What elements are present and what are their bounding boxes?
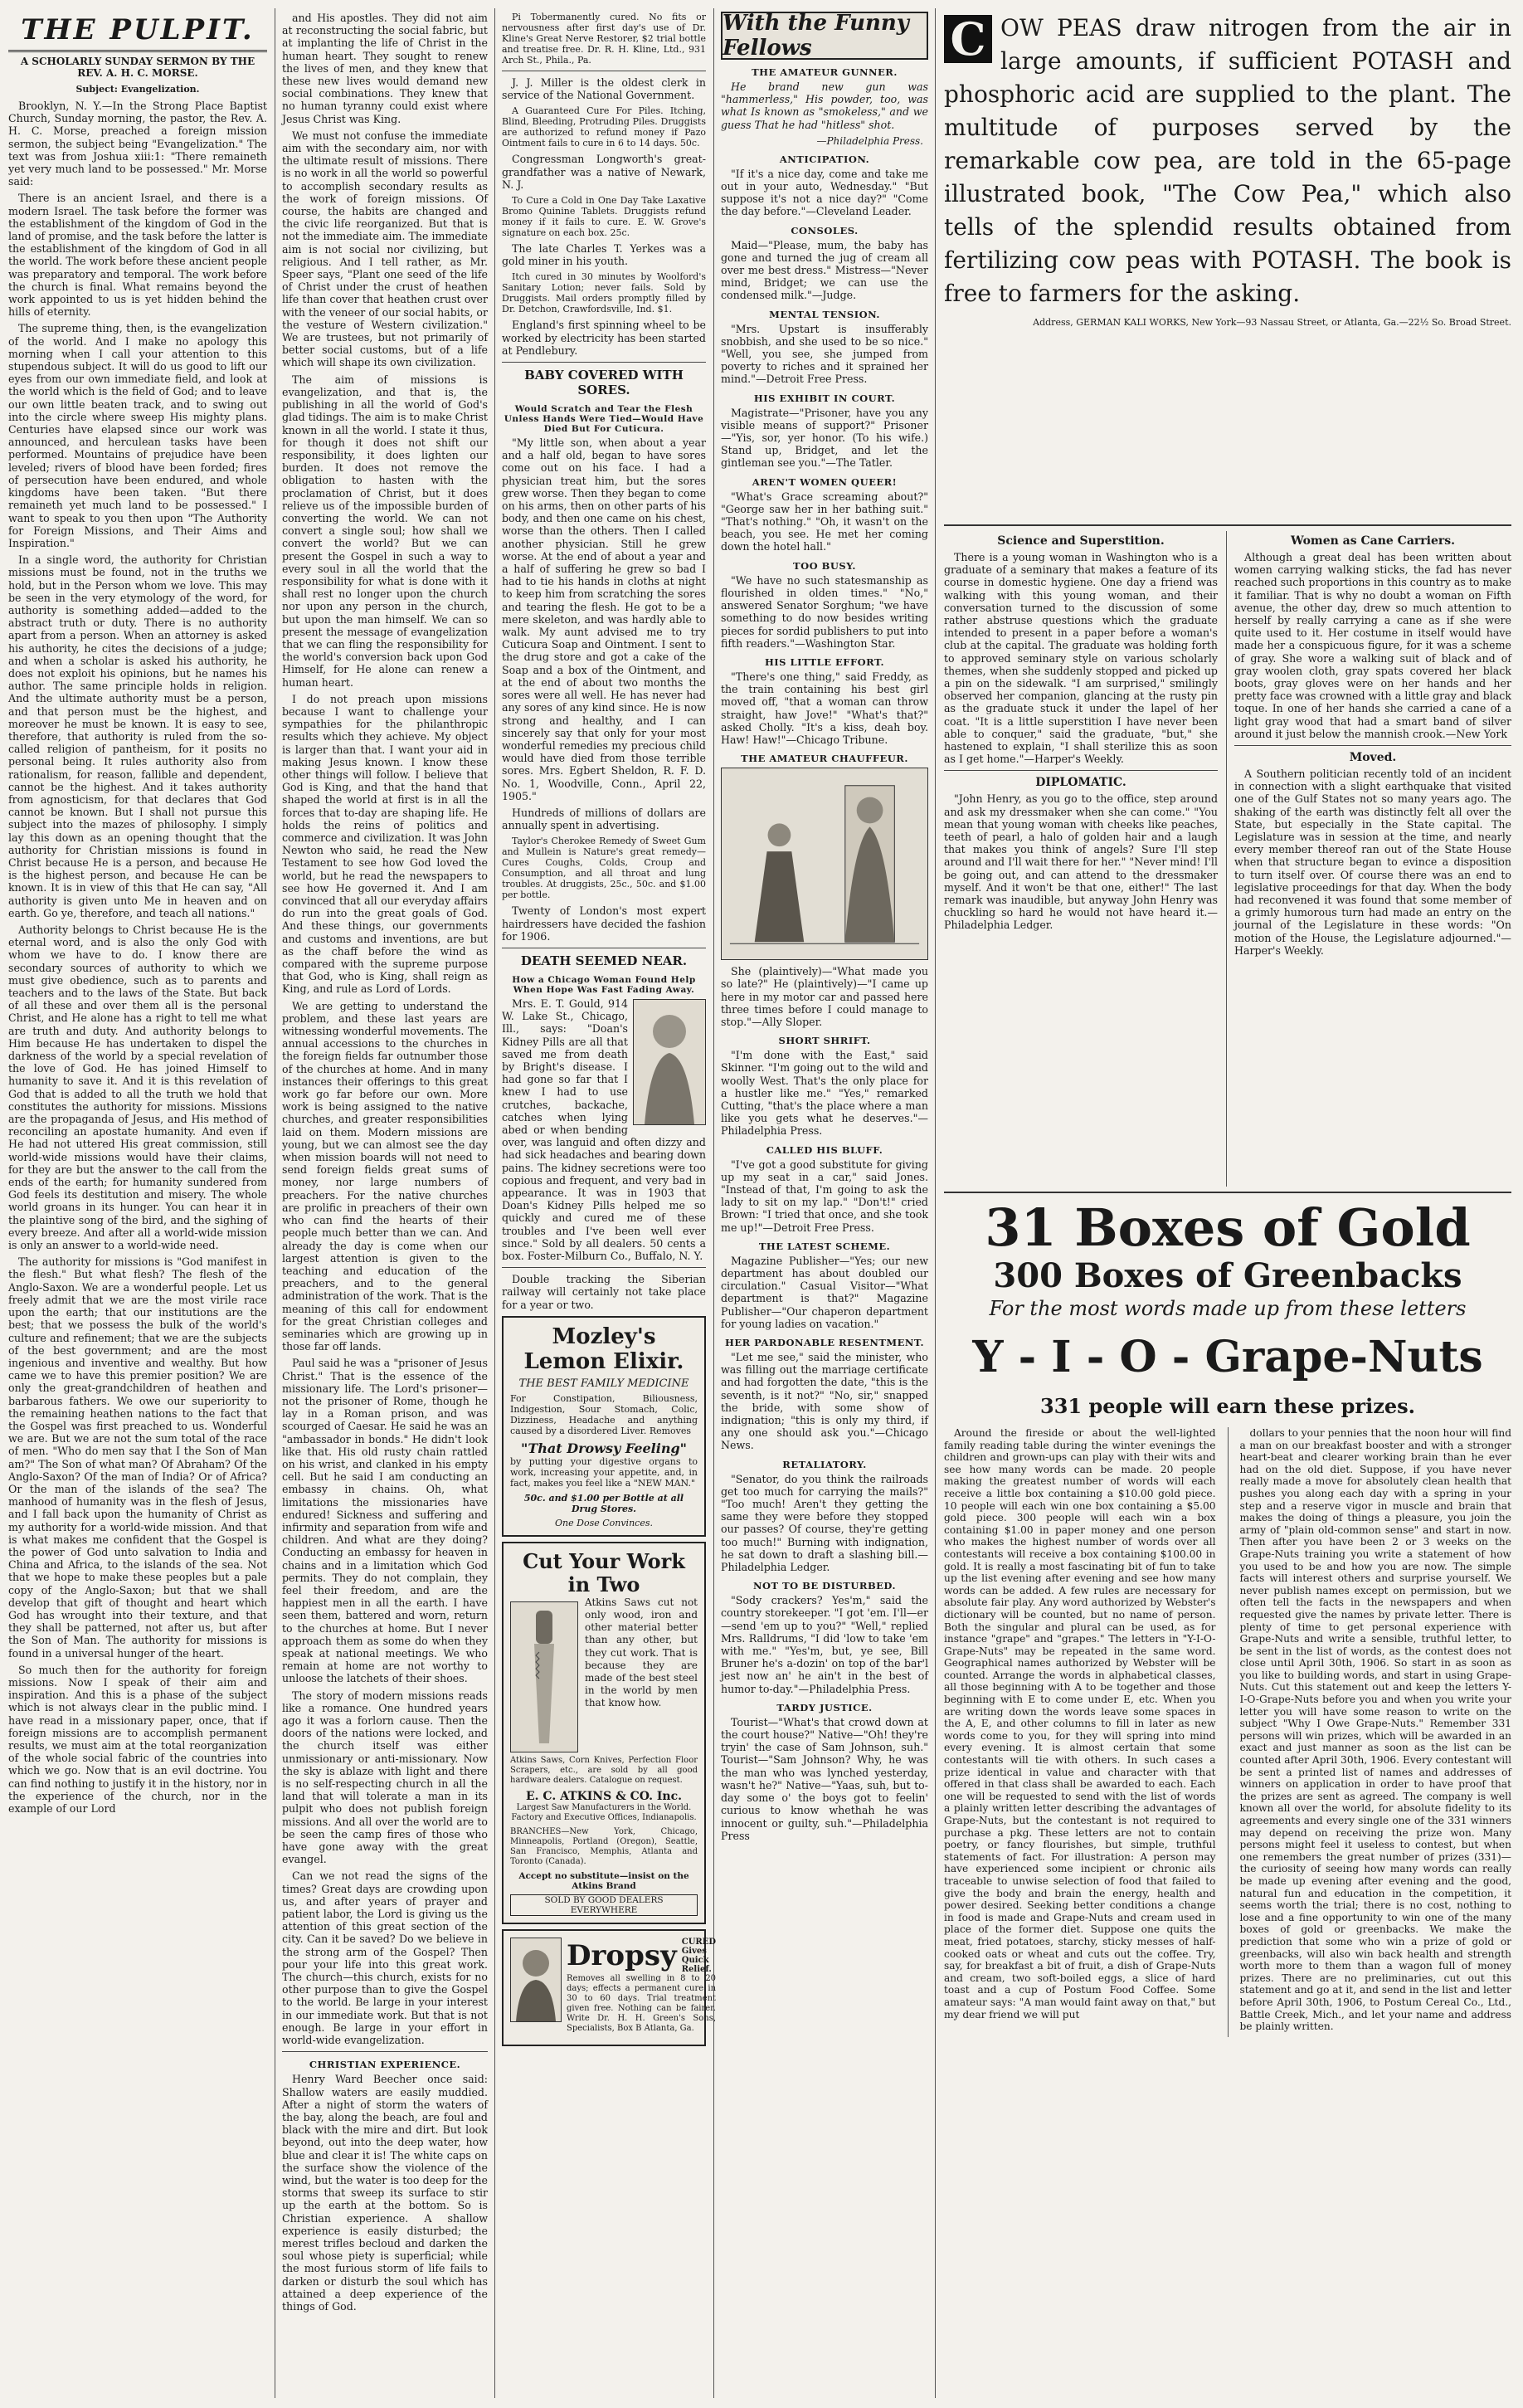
joke-heading: TARDY JUSTICE. (776, 1701, 873, 1713)
sermon-paragraph: and His apostles. They did not aim at reconstructing the social fabric, but at implanting the life of Christ in the human heart. They sought to renew the lives of men, and they knew that these new lives would demand new social combinations. They knew that no human tyranny could exist where Jesus Christ was King. (282, 12, 488, 125)
mozley-body: For Constipation, Biliousness, Indigestion, Sour Stomach, Colic, Dizziness, Headache and anything caused by a disordered Liver. Removes (510, 1392, 698, 1436)
joke-body: Tourist—"What's that crowd down at the court house?" Native—"Oh! they're tryin' the case of Sam Johnson, suh." Tourist—"Sam Johnson? Why, he was the man who was lynched yesterday, wasn't he?" Native—"Yaas, suh, but to-day some o' the boys got to feelin' curious to know whethah he was innocent or guilty, suh."—Philadelphia Press (721, 1715, 928, 1842)
cowpea-body: OW PEAS draw nitrogen from the air in large amounts, if sufficient POTASH and phosphoric acid are supplied to the plant. The multitude of purposes served by the remarkable cow pea, are told in the 65-page illustrated book, "The Cow Pea," which also tells of the splendid results obtained from fertilizing cow peas with POTASH. The book is free to farmers for the asking. (944, 14, 1511, 307)
sermon-subject: Subject: Evangelization. (75, 84, 200, 95)
sermon-paragraph: The story of modern missions reads like a romance. One hundred years ago it was a forlorn cause. Then the doors of the nations were locked, and the church itself was either unmissionary or anti-missionary. Now the sky is ablaze with light and there is no self-respecting church in all the land that will tolerate a man in its pulpit who does not publish foreign missions. And all over the world are to be seen the camp fires of those who have gone away with the great evangel. (282, 1689, 488, 1866)
news-item: Hundreds of millions of dollars are annually spent in advertising. (502, 806, 706, 832)
beecher-paragraph: Henry Ward Beecher once said: Shallow waters are easily muddied. After a night of storm the waters of the bay, along the beach, are foul and black with the mire and dirt. But look beyond, out into the deep water, how blue and clear it is! The white caps on the surface show the violence of the wind, but the water is too deep for the storms that sweep its surface to stir up the earth at the bottom. So is Christian experience. A shallow experience is easily disturbed; the merest trifles becloud and darken the soul whose piety is superficial; while the most furious storm of life fails to darken or disturb the soul which has attained a deep experience of the things of God. (282, 2073, 488, 2313)
cane-body: Although a great deal has been written about women carrying walking sticks, the fad has never reached such proportions in this country as to make it familiar. That is why no doubt a woman on Fifth avenue, the other day, drew so much attention to herself by really carrying a cane as if she were quite used to it. Her costume in itself would have made her a conspicuous figure, for it was a scheme of gray. She wore a walking suit of black and of gray woolen cloth, gray spats covered her black boots, gray gloves were on her hands and her pretty face was crowned with a little gray and black toque. In one of her hands she carried a cane of a light gray wood that had a smart band of silver around it just below the mannish crook.—New York (1234, 551, 1511, 740)
divider (8, 50, 267, 52)
divider (502, 362, 706, 363)
diplomatic-heading: DIPLOMATIC. (1035, 776, 1126, 790)
joke-heading: SHORT SHRIFT. (778, 1035, 871, 1047)
piles-ad: A Guaranteed Cure For Piles. Itching, Blind, Bleeding, Protruding Piles. Druggists are authorized to refund money if Pazo Ointment fails to cure in 6 to 14 days. 50c. (502, 105, 706, 149)
cowpea-ad (944, 12, 1511, 526)
joke-body: "We have no such statesmanship as flourished in olden times." "No," answered Senator Sorghum; "we have something to do now besides writing pieces for sordid publishers to put into fifth readers."—Washington Star. (721, 573, 928, 650)
sermon-paragraph: The supreme thing, then, is the evangelization of the world. And I make no apology this morning when I call your attention to this stupendous subject. It will do us good to lift our eyes from our own immediate field, and look at the world which is the field of God; and to leave our own little beaten track, and to swing out into the circle where sweep His mighty plans. Centuries have elapsed since our work was announced, and herculean tasks have been performed. Mountains of prejudice have been leveled; rivers of blood have been forded; fires of persecution have been endured, and whole kingdoms have been taken. "But there remaineth yet much land to be possessed." I want to speak to you then upon "The Authority for Foreign Missions, and Their Aims and Inspiration." (8, 322, 267, 549)
joke-heading: TOO BUSY. (793, 559, 856, 572)
chauffeur-cartoon (721, 768, 928, 960)
divider (944, 1192, 1511, 1193)
joke-heading: THE AMATEUR GUNNER. (752, 66, 898, 78)
news-item: The late Charles T. Yerkes was a gold miner in his youth. (502, 242, 706, 268)
saw-icon (511, 1602, 577, 1752)
joke-body: "I've got a good substitute for giving up my seat in a car," said Jones. "Instead of that, I'm going to ask the lady to sit on my lap." "Don't!" cried Brown: "I tried that once, and she took me up!"—Detroit Free Press. (721, 1158, 928, 1234)
grape-nuts-left: Around the fireside or about the well-lighted family reading table during the winter evenings the children and grown-ups can play with their wits and see how many words can be made. 20 people making the greatest number of words will each receive a little box containing a $10.00 gold piece. 10 people will each win one box containing a $5.00 gold piece. 300 people will each win a box containing $1.00 in paper money and one person who makes the highest number of words over all contestants will receive a box containing $100.00 in gold. It is really a most fascinating bit of fun to take up the list evening after evening and see how many words can be added. A few rules are necessary for absolute fair play. Any word authorized by Webster's dictionary will be counted, but no name of person. Both the singular and plural can be used, as for instance "grape" and "grapes." The letters in "Y-I-O-Grape-Nuts" may be repeated in the same word. Geographical names authorized by Webster will be counted. Arrange the words in alphabetical classes, all those beginning with A to be together and those beginning with E to come under E, etc. When you are writing down the words leave some spaces in the A, E, and other columns to fill in later as new words come to you, for they will spring into mind every evening. It is almost certain that some contestants will tie with others. In such cases a prize identical in value and character with that offered in that class shall be awarded to each. Each one will be requested to send with the list of words a plainly written letter describing the advantages of Grape-Nuts, but the contestant is not required to purchase a pkg. These letters are not to contain poetry, or fancy flourishes, but simple, truthful statements of fact. For illustration: A person may have experienced some incipient or chronic ails traceable to unwise selection of food that failed to give the body and brain the energy, health and power desired. Seeking better conditions a change in food is made and Grape-Nuts and cream used in place of the former diet. Suppose one quits the meat, fried potatoes, starchy, sticky messes of half-cooked oats or wheat and cuts out the coffee. Try, say, for breakfast a bit of fruit, a dish of Grape-Nuts and cream, two soft-boiled eggs, a slice of hard toast and a cup of Postum Food Coffee. Some amateur says: "A man would faint away on that," but my dear friend we will put (944, 1427, 1216, 2020)
mozley-price: 50c. and $1.00 per Bottle at all Drug Stores. (523, 1492, 684, 1514)
joke-body: Maid—"Please, mum, the baby has gone and turned the jug of cream all over me best dress." Mistress—"Never mind, Bridget; we can use the condensed milk."—Judge. (721, 238, 928, 302)
funny-fellows-banner (721, 12, 928, 60)
joke-heading: AREN'T WOMEN QUEER! (752, 475, 898, 488)
nerve-ad: Pi Tobermanently cured. No fits or nervousness after first day's use of Dr. Kline's Great Nerve Restorer, $2 trial bottle and treatise free. Dr. R. H. Kline, Ltd., 931 Arch St., Phila., Pa. (502, 12, 706, 66)
science-heading: Science and Superstition. (997, 534, 1165, 548)
bromo-ad: To Cure a Cold in One Day Take Laxative Bromo Quinine Tablets. Druggists refund money if it fails to cure. E. W. Grove's signature on each box. 25c. (502, 195, 706, 239)
sermon-paragraph: The aim of missions is evangelization, and that is, the publishing in all the world of God's glad tidings. The aim is to make Christ known in all the world. I state it thus, for though it does not shift our responsibility, it does lighten our burden. It does not remove the obligation to hasten with the proclamation of Christ, but it does relieve us of the impossible burden of converting the world. We can not convert a single soul; how shall we convert the world? But we can present the Gospel in such a way to every soul in all the world that the responsibility for what is done with it shall rest no longer upon the church nor upon any person in the church, but upon the man himself. We can so present the message of evangelization that we can fling the responsibility for the world's conversion back upon God Himself, for He alone can renew a human heart. (282, 373, 488, 689)
atkins-list: Atkins Saws, Corn Knives, Perfection Floor Scrapers, etc., are sold by all good hardware dealers. Catalogue on request. (510, 1755, 698, 1785)
joke-body: Magistrate—"Prisoner, have you any visible means of support?" Prisoner—"Yis, sor, yer honor. (To his wife.) Stand up, Bridget, and let the gintleman see you."—The Tatler. (721, 406, 928, 470)
news-item: Congressman Longworth's great-grandfather was a native of Newark, N. J. (502, 153, 706, 191)
woman-portrait-icon (634, 1000, 705, 1124)
atkins-ad (502, 1542, 706, 1924)
divider (944, 524, 1511, 526)
joke-body: "What's Grace screaming about?" "George saw her in her bathing suit." "That's nothing." "Oh, it wasn't on the beach, you see. He met her coming down the hotel hall." (721, 490, 928, 553)
divider (944, 770, 1218, 771)
sermon-continued-column (282, 12, 488, 2401)
divider (502, 1267, 706, 1268)
cuticura-body: "My little son, when about a year and a half old, began to have sores come out on his face. I had a physician treat him, but the sores grew worse. Then they began to come on his arms, then on other parts of his body, and then one came on his chest, worse than the others. Then I called another physician. Still he grew worse. At the end of about a year and a half of suffering he grew so bad I had to tie his hands in cloths at night to keep him from scratching the sores and tearing the flesh. He got to be a mere skeleton, and was hardly able to walk. My aunt advised me to try Cuticura Soap and Ointment. I sent to the drug store and got a cake of the Soap and a box of the Ointment, and at the end of about two months the sores were all well. He has never had any sores of any kind since. He is now strong and healthy, and I can sincerely say that only for your most wonderful remedies my precious child would have died from those terrible sores. Mrs. Egbert Sheldon, R. F. D. No. 1, Woodville, Conn., April 22, 1905." (502, 436, 706, 802)
news-item: England's first spinning wheel to be worked by electricity has been started at Pendlebury. (502, 319, 706, 357)
atkins-company-detail: Largest Saw Manufacturers in the World. Factory and Executive Offices, Indianapolis. (511, 1802, 697, 1822)
news-item: Twenty of London's most expert hairdressers have decided the fashion for 1906. (502, 904, 706, 943)
grape-nuts-ad (944, 1197, 1511, 2395)
joke-source: —Philadelphia Press. (816, 134, 923, 147)
beecher-heading: CHRISTIAN EXPERIENCE. (309, 2059, 461, 2071)
joke-body: Magazine Publisher—"Yes; our new department has about doubled our circulation." Casual Visitor—"What department is that?" Magazine Publisher—"Our chaperon department for young ladies on vacation." (721, 1254, 928, 1330)
cuticura-heading: BABY COVERED WITH SORES. (524, 368, 684, 398)
column-rule (1228, 1427, 1229, 2037)
doctor-portrait (510, 1938, 562, 2022)
science-column (944, 531, 1218, 1187)
science-body: There is a young woman in Washington who is a graduate of a seminary that makes a feature of its course in domestic hygiene. One day a friend was walking with this young woman, and their conversation turned to the discussion of some rather abstruse questions which the graduate intended to present in a paper before a woman's club at the capital. The graduate was holding forth to approved seminary style on various scholarly themes, when she suddenly stopped and picked up a pin on the sidewalk. "I am surprised," smilingly observed her companion, glancing at the rusty pin as the graduate stuck it under the lapel of her coat. "It is a little superstition I have never been able to conquer," said the graduate, "but," she hastened to explain, "I shall sterilize this as soon as I get home."—Harper's Weekly. (944, 551, 1218, 766)
column-rule (935, 8, 936, 2398)
chauffeur-caption: She (plaintively)—"What made you so late?" He (plaintively)—"I came up here in my motor car and passed here three times before I could manage to stop."—Ally Sloper. (721, 965, 928, 1028)
pulpit-column (8, 12, 267, 2401)
cuticura-subhead: Would Scratch and Tear the Flesh Unless Hands Were Tied—Would Have Died But For Cuticura. (504, 404, 704, 435)
sermon-byline: A SCHOLARLY SUNDAY SERMON BY THE REV. A. H. C. MORSE. (20, 56, 255, 79)
dropsy-ad (502, 1929, 717, 2046)
atkins-title: Cut Your Work in Two (523, 1548, 685, 1596)
sermon-paragraph: So much then for the authority for foreign missions. Now I speak of their aim and inspiration. And this is a phase of the subject which is not always clear in the public mind. I have read in a missionary paper, once, that if foreign missions are to accomplish permanent results, we must aim at the total reorganization of the whole social fabric of the countries into which we go. Now that is an evil doctrine. You can find nothing to justify it in the history, nor in the experience of the church, nor in the example of our Lord (8, 1663, 267, 1816)
mozley-ad (502, 1316, 706, 1537)
itch-ad: Itch cured in 30 minutes by Woolford's Sanitary Lotion; never fails. Sold by Druggists. Mail orders promptly filled by Dr. Detchon, Crawfordsville, Ind. $1. (502, 271, 706, 315)
joke-body: "There's one thing," said Freddy, as the train containing his best girl moved off, "that a woman can throw straight, haw Jove!" "What's that?" asked Cholly. "It's a kiss, deah boy. Haw! Haw!"—Chicago Tribune. (721, 670, 928, 746)
column-rule (494, 8, 495, 2398)
joke-heading: RETALIATORY. (782, 1458, 867, 1470)
mozley-tail: by putting your digestive organs to work, increasing your appetite, and, in fact, makes you feel like a "NEW MAN." (510, 1455, 698, 1489)
joke-heading: THE AMATEUR CHAUFFEUR. (741, 753, 908, 765)
joke-body: "If it's a nice day, come and take me out in your auto, Wednesday." "But suppose it's not a nice day?" "Come the day before."—Cleveland Leader. (721, 167, 928, 218)
gold-title: 31 Boxes of Gold (985, 1197, 1471, 1258)
joke-body: "Sody crackers? Yes'm," said the country storekeeper. "I got 'em. I'll—er—send 'em up to you?" "Well," replied Mrs. Ralldrums, "I did 'low to take 'em with me." "Yes'm, but, ye see, Bill Bruner he's a-dozin' on top of the bar'l jest now an' he ain't in the best of humor to-day."—Philadelphia Press. (721, 1594, 928, 1695)
joke-body: "I'm done with the East," said Skinner. "I'm going out to the wild and woolly West. That's the only place for a hustler like me." "Yes," remarked Cutting, "that's the place where a man like you gets what he deserves."—Philadelphia Press. (721, 1049, 928, 1138)
doans-subhead: How a Chicago Woman Found Help When Hope Was Fast Fading Away. (512, 974, 696, 995)
most-words-line: For the most words made up from these letters (989, 1297, 1467, 1320)
doans-heading: DEATH SEEMED NEAR. (520, 953, 688, 968)
cowpea-address: Address, GERMAN KALI WORKS, New York—93 Nassau Street, or Atlanta, Ga.—22½ So. Broad Street. (1033, 317, 1511, 328)
joke-heading: HER PARDONABLE RESENTMENT. (724, 1337, 925, 1348)
sermon-paragraph: Authority belongs to Christ because He is the eternal word, and is also the only God with whom we have to do. I know there are secondary sources of authority to which we must give obedience, such as to parents and teachers and to the laws of the State. But back of all these and over them all is the personal Christ, and He alone has a right to tell me what are truth and duty. And authority belongs to Him because He has undertaken to dispel the darkness of the world by a special revelation of the love of God. He has joined Himself to humanity to save it. And it is this revelation of God that is added to all the truth we hold that constitutes the authority for missions. Missions are the propaganda of Jesus, and His method of reconciling an apostate humanity. And even if He had not uttered His great commission, still world-wide missions would have their claims, for they are but the answer to the call from the ends of the earth; for humanity sundered from God feels its destitution and misery. The whole world groans in its hunger. You can hear it in the plaintive song of the bird, and the sighing of every breeze. And after all a world-wide mission is only an answer to a world-wide need. (8, 924, 267, 1252)
grape-nuts-right: dollars to your pennies that the noon hour will find a man on our breakfast booster and with a stronger heart-beat and clearer working brain than he ever had on the old diet. Suppose, if you have never really made a move for absolutely clean health that pushes you along each day with a spring in your step and a reserve vigor in muscle and brain that makes the doing of things a pleasure, you join the army of "plain old-common sense" and start in now. Then after you have been 2 or 3 weeks on the Grape-Nuts training you write a statement of how you used to be and how you are now. The simple facts will interest others and surprise yourself. We never publish names except on permission, but we often tell the facts in the newspapers and when requested give the names by private letter. There is plenty of time to get personal experience with Grape-Nuts and write a sensible, truthful letter, to be sent in the list of words, as the contest does not close until April 30th, 1906. So start in as soon as you like to building words, and start in using Grape-Nuts. Cut this statement out and keep the letters Y-I-O-Grape-Nuts before you and when you write your letter you will have some reason to write on the subject "Why I Owe Grape-Nuts." Remember 331 persons will win prizes, which will be awarded in an exact and just manner as soon as the list can be counted after April 30th, 1906. Every contestant will be sent a printed list of names and addresses of winners on application in order to have proof that the prizes are sent as agreed. The company is well known all over the world, for absolute fidelity to its agreements and every single one of the 331 winners may depend on receiving the prize won. Many persons might feel it useless to contest, but when one remembers the great number of prizes (331)—the curiosity of seeing how many words can really be made up evening after evening and the good, natural fun and education in the competition, it seems worth the trial; there is no cost, nothing to lose and a fine opportunity to win one of the many boxes of gold or greenbacks. We make the prediction that some who win a prize of gold or greenbacks, will also win back health and strength worth more to them than a wagon full of money prizes. There are no preliminaries, cut out this statement and go at it, and send in the list and letter before April 30th, 1906, to Postum Cereal Co., Ltd., Battle Creek, Mich., and let your name and address be plainly written. (1239, 1427, 1511, 2033)
sermon-paragraph: We must not confuse the immediate aim with the secondary aim, nor with the ultimate result of missions. There is no work in all the world so powerful to accomplish secondary results as the work of foreign missions. Of course, the habits are changed and the civic life reorganized. But that is not the immediate aim. The immediate aim is not social nor civilizing, but religious. And I tell rather, as Mr. Speer says, "Plant one seed of the life of Christ under the crust of heathen life than cover that heathen crust over with the veneer of our social habits, or the vesture of Western civilization." We are trustees, but not primarily of better social customs, but of a life which will shape its own civilization. (282, 129, 488, 369)
funny-fellows-column (721, 12, 928, 2401)
mozley-title: Mozley's Lemon Elixir. (523, 1323, 684, 1374)
prizes-line: 331 people will earn these prizes. (1040, 1394, 1415, 1418)
sermon-paragraph: Paul said he was a "prisoner of Jesus Christ." That is the essence of the missionary life. The Lord's prisoner—not the prisoner of Rome, though he lay in a Roman prison, and was scourged of Caesar. He said he was an "ambassador in bonds." He didn't look like that. His old rusty chain rattled on his wrist, and clanked in his empty cell. But he said I am conducting an embassy in chains. Oh, what limitations the missionaries have endured! Sickness and suffering and infirmity and separation from wife and children. And what are they doing? Conducting an embassy for heaven in chains and in a limitation which God permits. They do not complain, they feel their freedom, and are the happiest men in all the earth. I have seen them, battered and worn, return to the churches at home. But I never approach them as some do when they speak at national meetings. We who remain at home are not worthy to unloose the latchets of their shoes. (282, 1357, 488, 1685)
joke-heading: ANTICIPATION. (779, 153, 870, 165)
joke-heading: THE LATEST SCHEME. (758, 1240, 891, 1252)
sermon-paragraph: We are getting to understand the problem, and these last years are witnessing wonderful movements. The annual accessions to the churches in the foreign fields far outnumber those of the churches at home. And in many instances their offerings to this great work go far before our own. More work is being assigned to the native churches, and greater responsibilities laid on them. Modern missions are young, but we can almost see the day when mission boards will not need to send foreign fields great sums of money, nor large numbers of preachers. For the native churches are prolific in preachers of their own who can find the hearts of their people much better than we can. And already the day is come when our largest attention is given to the teaching and education of the preachers, and to the general administration of the work. That is the meaning of this call for endowment for the great Christian colleges and seminaries which are growing up in those far off lands. (282, 999, 488, 1353)
atkins-branches: BRANCHES—New York, Chicago, Minneapolis, Portland (Oregon), Seattle, San Francisco, Memphis, Atlanta and Toronto (Canada). (510, 1826, 698, 1866)
pulpit-title: THE PULPIT. (21, 13, 255, 46)
doans-body: Mrs. E. T. Gould, 914 W. Lake St., Chicago, Ill., says: "Doan's Kidney Pills are all that saved me from death by Bright's disease. I had gone so far that I knew I had to use crutches, backache, catches when lying abed or when bending over, was languid and often dizzy and had sick headaches and bearing down pains. The kidney secretions were too copious and frequent, and very bad in appearance. It was in 1903 that Doan's Kidney Pills helped me so quickly and cured me of these troubles and I've been well ever since." Sold by all dealers. 50 cents a box. Foster-Milburn Co., Buffalo, N. Y. (502, 997, 706, 1262)
mozley-drowsy: "That Drowsy Feeling" (521, 1440, 687, 1456)
cowpea-dropcap: C (944, 15, 992, 63)
atkins-sold: SOLD BY GOOD DEALERS EVERYWHERE (510, 1894, 698, 1916)
joke-heading: HIS EXHIBIT IN COURT. (753, 392, 896, 404)
women-column (1234, 531, 1511, 1187)
joke-heading: HIS LITTLE EFFORT. (764, 656, 885, 668)
dropsy-word: Dropsy (567, 1938, 677, 1972)
greenbacks-title: 300 Boxes of Greenbacks (993, 1256, 1462, 1295)
sermon-paragraph: In a single word, the authority for Christian missions must be found, not in the truths we hold, but in the Person whom we love. This may be seen in the very etymology of the word, for authority is something added—added to the abstract truth or duty. There is no authority apart from a person. When an attorney is asked his authority, he cites the decisions of a judge; and when a scholar is asked his authority, he does not exploit his opinions, but he names his author. The same principle holds in religion. And the ultimate authority must be a person, and that person must be the highest, and moreover he must be known. It is easy to see, therefore, that authority is ruled from the so-called religion of pantheism, for it posits no personal being. It rules authority also from rationalism, for reason, fallible and dependent, cannot be the highest. And it takes authority from agnosticism, for that declares that God cannot be known. But I shall not pursue this subject into the mazes of philosophy. I simply lay this down as an opening thought that the authority for Christian missions is found in Christ because He is a person, and because He is the highest person, and because He can be known. It is in view of this that He can say, "All authority is given unto Me in heaven and on earth. Go ye, therefore, and teach all nations." (8, 553, 267, 919)
moved-body: A Southern politician recently told of an incident in connection with a slight earthquake that visited one of the Gulf States not so many years ago. The shaking of the earth was distinctly felt all over the State, but especially in the State capital. The Legislature was in session at the time, and nearly every member thereof ran out of the State House when that structure began to evince a disposition to turn itself over. Of course there was an end to legislative proceedings for that day. When the body had reconvened it was found that some member of a grimly humorous turn had made an entry on the journal of the Legislature in these words: "On motion of the House, the Legislature adjourned."—Harper's Weekly. (1234, 768, 1511, 957)
cane-heading: Women as Cane Carriers. (1290, 534, 1456, 548)
news-item: Double tracking the Siberian railway will certainly not take place for a year or two. (502, 1273, 706, 1311)
ads-column (502, 12, 717, 2401)
grape-nuts-body (944, 1427, 1511, 2037)
atkins-body: Atkins Saws cut not only wood, iron and other material better than any other, but they cut work. That is because they are made of the best steel in the world by men that know how. (585, 1596, 698, 1709)
atkins-company: E. C. ATKINS & CO. Inc. (526, 1789, 682, 1803)
woman-portrait-illustration (633, 999, 706, 1125)
joke-heading: NOT TO BE DISTURBED. (752, 1580, 896, 1592)
joke-body: "Mrs. Upstart is insufferably snobbish, and she used to be so nice." "Well, you see, she jumped from poverty to riches and it sprained her mind."—Detroit Free Press. (721, 322, 928, 386)
dropsy-cured: CURED Gives Quick Relief. (681, 1937, 717, 1974)
divider (1234, 745, 1511, 746)
mozley-convince: One Dose Convinces. (555, 1517, 653, 1528)
joke-body: He brand new gun was "hammerless," His powder, too, was what Is known as "smokeless," and we guess That he had "hitless" shot. (721, 80, 928, 131)
saw-illustration (510, 1601, 578, 1752)
dropsy-body: Removes all swelling in 8 to 20 days; effects a permanent cure in 30 to 60 days. Trial treatment given free. Nothing can be fairer. Write Dr. H. H. Green's Sons, Specialists, Box B Atlanta, Ga. (567, 1973, 717, 2033)
joke-body: "Senator, do you think the railroads get too much for carrying the mails?" "Too much! Aren't they getting the same they were before they stopped our passes? Of course, they're getting too much!" Burning with indignation, he sat down to draft a slashing bill.—Philadelphia Ledger. (721, 1472, 928, 1574)
mozley-subtitle: THE BEST FAMILY MEDICINE (518, 1377, 689, 1390)
diplomatic-body: "John Henry, as you go to the office, step around and ask my dressmaker when she can come." "You mean that young woman with cheeks like peaches, teeth of pearl, a halo of golden hair and a laugh that makes you think of angels? Sure I'll step around and I'll wait there for her." "Never mind! I'll be going out, and can attend to the dressmaker myself. And it won't be that one, either!" The last remark was inaudible, but anyway John Henry was chuckling so hard he would not have heard it.—Philadelphia Ledger. (944, 792, 1218, 932)
moved-heading: Moved. (1349, 751, 1397, 765)
sermon-paragraph: There is an ancient Israel, and there is a modern Israel. The task before the former was the establishment of the kingdom of God in the land of promise, and the task before the latter is the establishment of the kingdom of God in all the world. The work before these ancient people was preparatory and temporal. The work before the church is final. What remains beyond the work appointed to us is yet hidden behind the hills of eternity. (8, 192, 267, 319)
cowpea-text (944, 12, 1511, 310)
sermon-paragraph: The authority for missions is "God manifest in the flesh." But what flesh? The flesh of the Anglo-Saxon. We are a wonderful people. Let us freely admit that we are the most virile race upon the earth; that our institutions are the best; that we possess the bulk of the world's culture and refinement; that we are the subjects of the best government; and are the most ingenious and inventive and wealthy. But how came we to have this premier position? We are only the great-grandchildren of heathen and barbarous fathers. We owe our superiority to the remaining heathen nations to the fact that the Gospel was first preached to us. Wonderful we are. But we are not the sum total of the race of men. "Who do men say that I the Son of Man am?" The Son of what man? Of Abraham? Of the Anglo-Saxon? Of the man of India? Or of Africa? Or the man of the islands of the sea? The manhood of humanity was in the flesh of Jesus, and I fall back upon the humanity of Christ as my authority for a world-wide mission. And that is what makes me confident that the Gospel is the power of God unto salvation to India and China and Africa, to the islands of the sea. Not that we hope to make these peoples but a pale copy of the Anglo-Saxon; but that we shall develop that gift of thought and heart which God has wrought into their texture, and that they shall be patterned, not after us, but after the Son of Man. The authority for missions is found in a universal hunger of the heart. (8, 1255, 267, 1660)
atkins-accept: Accept no substitute—insist on the Atkins Brand (518, 1870, 689, 1891)
joke-heading: MENTAL TENSION. (769, 308, 880, 320)
sermon-paragraph: Brooklyn, N. Y.—In the Strong Place Baptist Church, Sunday morning, the pastor, the Rev. A. H. C. Morse, preached a foreign mission sermon, the subject being "Evangelization." The text was from Joshua xiii:1: "There remaineth yet very much land to be possessed." Mr. Morse said: (8, 100, 267, 188)
news-item: J. J. Miller is the oldest clerk in service of the National Government. (502, 76, 706, 102)
column-rule (713, 8, 714, 2398)
chauffeur-cartoon-icon (722, 768, 927, 959)
joke-body: "Let me see," said the minister, who was filling out the marriage certificate and had forgotten the date, "this is the seventh, is it not?" "No, sir," snapped the bride, with some show of indignation; "this is only my third, if any one should ask you."—Chicago News. (721, 1351, 928, 1452)
sermon-paragraph: Can we not read the signs of the times? Great days are crowding upon us, and after years of prayer and patient labor, the Lord is giving us the attention of this great section of the city. Can it be saved? Do we believe in the strong arm of the Gospel? Then pour your life into this great work. The church—this church, exists for no other purpose than to give the Gospel to the world. Be large in your interest in our immediate work. But that is not enough. Be large in your effort in world-wide evangelization. (282, 1869, 488, 2047)
divider (282, 2051, 488, 2052)
letters-line: Y - I - O - Grape-Nuts (972, 1332, 1483, 1382)
joke-heading: CONSOLES. (791, 224, 859, 236)
funny-fellows-title: With the Funny Fellows (723, 11, 909, 61)
column-rule (1226, 531, 1227, 1187)
joke-heading: CALLED HIS BLUFF. (766, 1143, 883, 1156)
cherokee-ad: Taylor's Cherokee Remedy of Sweet Gum and Mullein is Nature's great remedy—Cures Coughs, Colds, Croup and Consumption, and all throat and lung troubles. At druggists, 25c., 50c. and $1.00 per bottle. (502, 836, 706, 901)
sermon-paragraph: I do not preach upon missions because I want to challenge your sympathies for the philanthropic results which they achieve. My object is larger than that. I want your aid in making Jesus known. I know these other things will follow. I believe that God is King, and that the hand that shaped the world at first is in all the forces that to-day are shaping life. He holds the reins of politics and commerce and civilization. It was John Newton who said, he read the New Testament to see how God loved the world, but he read the newspapers to see how He governed it. And I am convinced that all our everyday affairs do run into the great goals of God. And these things, our governments and customs and inventions, are but as the chaff before the wind as compared with the supreme purpose that God, who is King, shall reign as King, and rule as Lord of Lords. (282, 692, 488, 996)
doctor-portrait-icon (511, 1938, 561, 2021)
